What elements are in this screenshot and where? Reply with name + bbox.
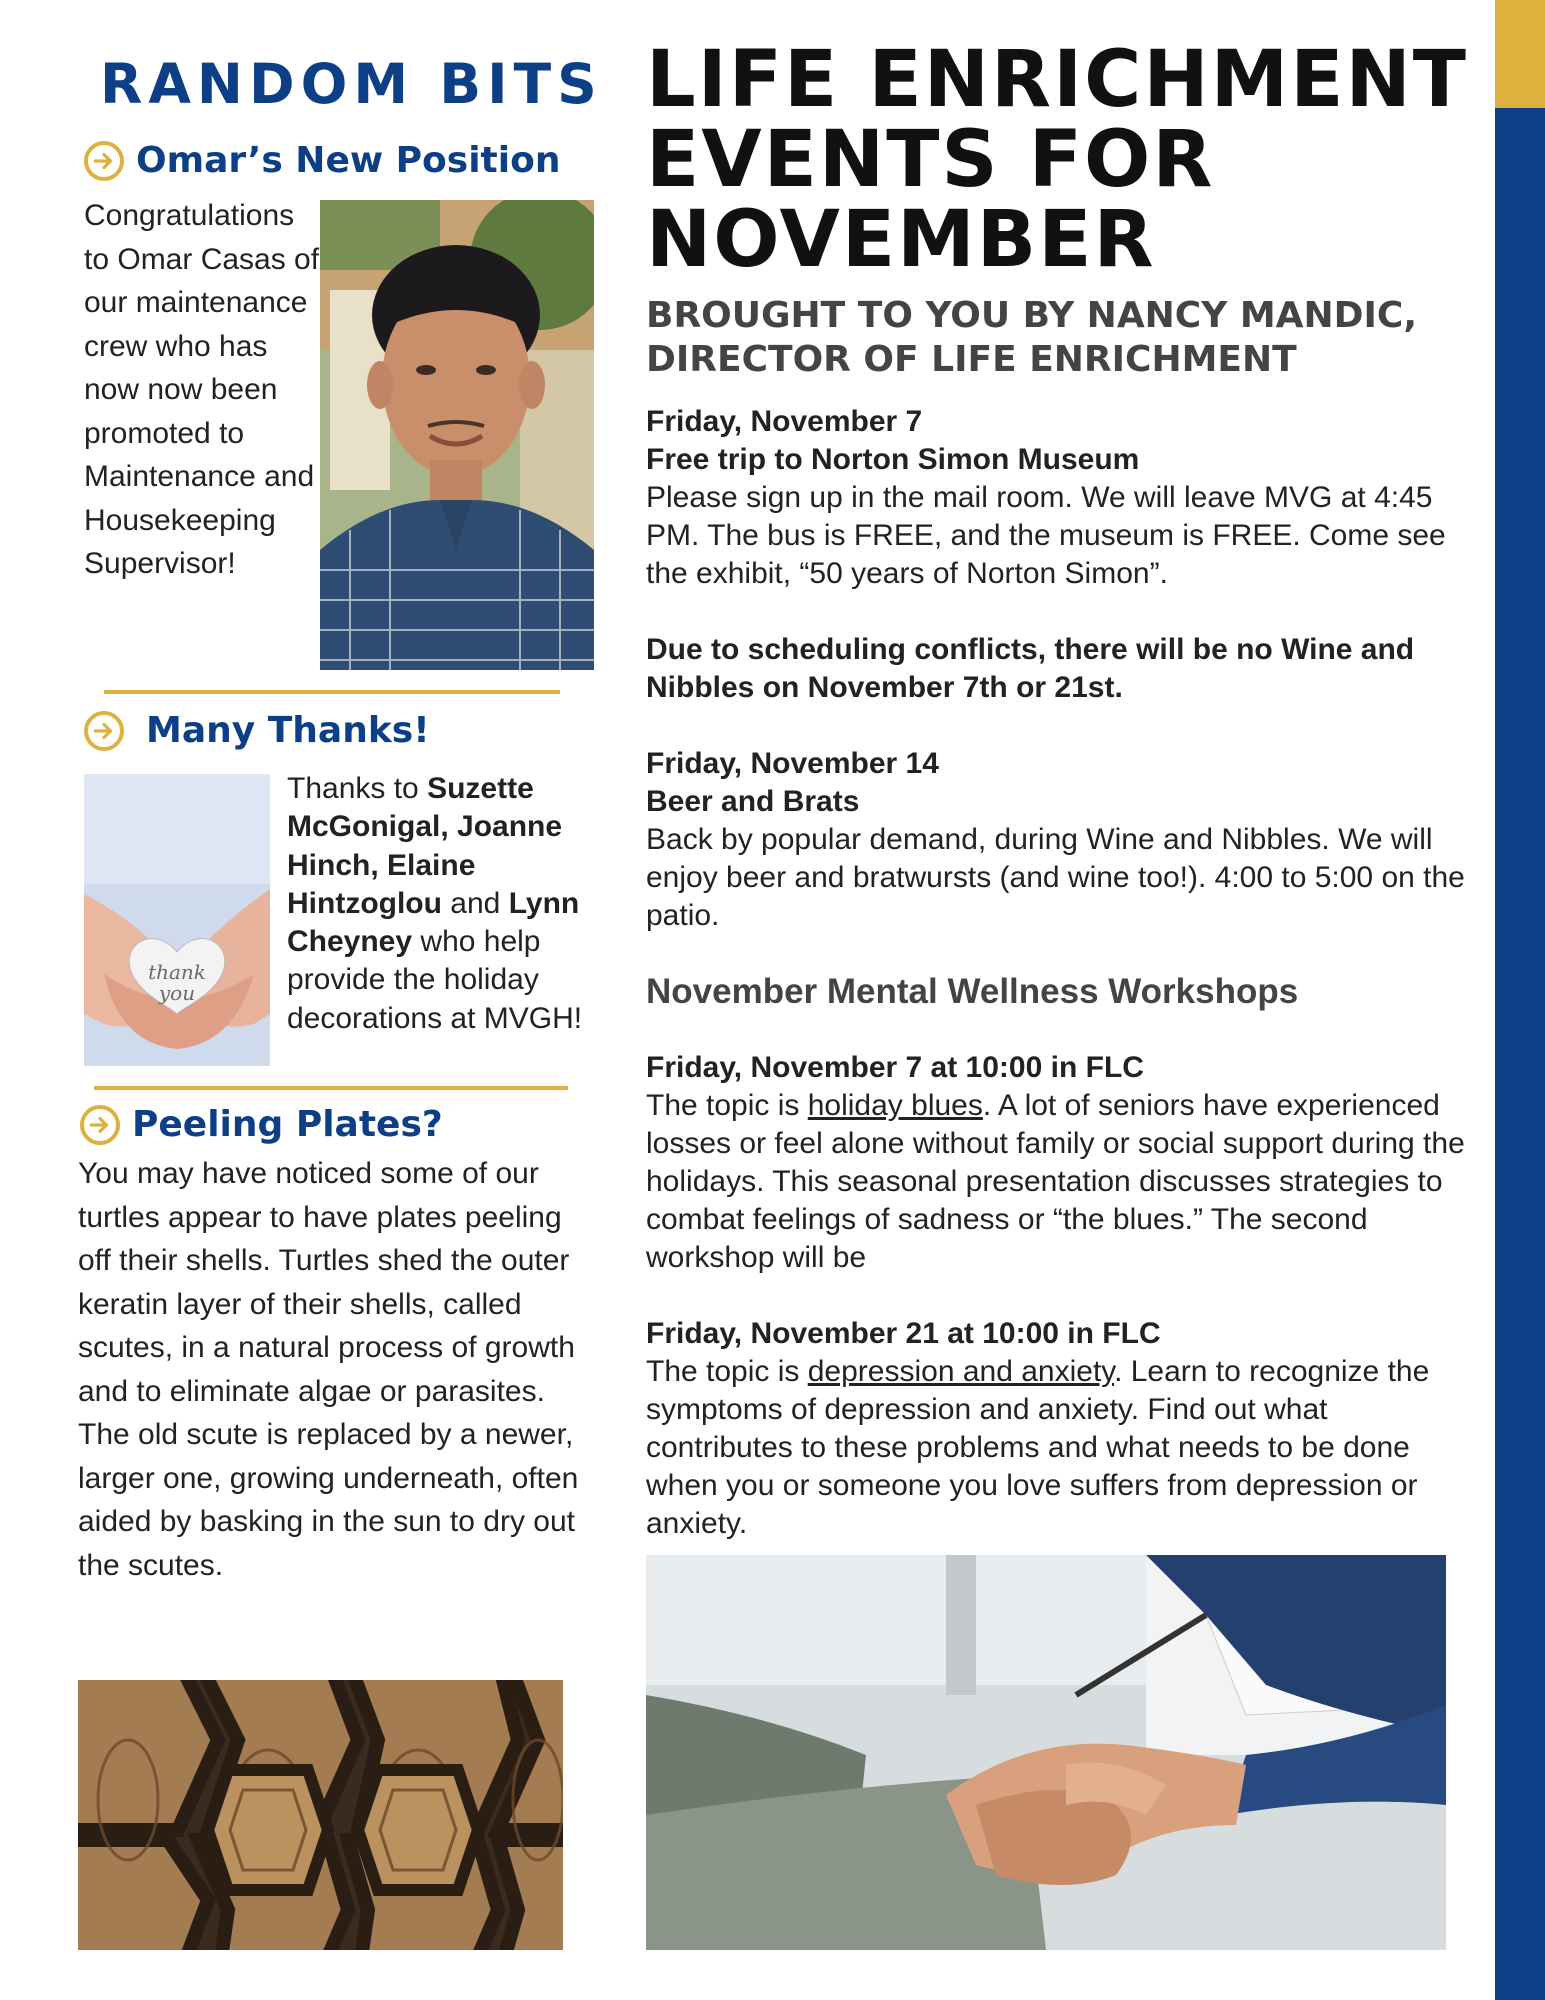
turtle-shell-image bbox=[78, 1680, 563, 1950]
thanks-text-1: Thanks to bbox=[287, 772, 428, 805]
wine-notice: Due to scheduling conflicts, there will be no Wine and Nibbles on November 7th or 21st. bbox=[646, 633, 1415, 704]
event-date: Friday, November 7 bbox=[646, 405, 923, 438]
thanks-heading: Many Thanks! bbox=[146, 710, 430, 751]
side-accent-bar bbox=[1495, 0, 1545, 2000]
plates-section-header bbox=[80, 1104, 443, 1145]
thanks-section-header bbox=[84, 710, 430, 751]
omar-section-header bbox=[84, 140, 560, 181]
events-list bbox=[646, 403, 1476, 1543]
events-subtitle: BROUGHT TO YOU BY NANCY MANDIC, DIRECTOR OF LIFE ENRICHMENT bbox=[646, 295, 1418, 380]
thanks-text-3: who help provide the holiday decorations at MVGH! bbox=[287, 925, 583, 1035]
events-title: LIFE ENRICHMENT EVENTS FOR NOVEMBER bbox=[646, 35, 1468, 285]
card-text-you: you bbox=[158, 981, 196, 1005]
omar-photo bbox=[320, 200, 594, 670]
event-name: Free trip to Norton Simon Museum bbox=[646, 443, 1140, 476]
workshop-pre: The topic is bbox=[646, 1089, 808, 1122]
thank-you-hands-image bbox=[84, 774, 270, 1066]
event-description: Please sign up in the mail room. We will leave MVG at 4:45 PM. The bus is FREE, and the museum is FREE. Come see the exhibit, “50 years of Norton Simon”. bbox=[646, 481, 1446, 590]
workshop-date: Friday, November 21 at 10:00 in FLC bbox=[646, 1317, 1161, 1350]
arrow-circle-icon bbox=[84, 141, 124, 181]
divider bbox=[94, 1086, 568, 1090]
event-description: Back by popular demand, during Wine and Nibbles. We will enjoy beer and bratwursts (and wine too!). 4:00 to 5:00 on the patio. bbox=[646, 823, 1465, 932]
omar-heading: Omar’s New Position bbox=[136, 140, 561, 181]
event-date: Friday, November 14 bbox=[646, 747, 939, 780]
plates-text: You may have noticed some of our turtles appear to have plates peeling off their shells. Turtles shed the outer keratin layer of their shells, called scutes, in a natural process of growth and to eliminate algae or parasites. The old scute is replaced by a newer, larger one, growing underneath, often aided by basking in the sun to dry out the scutes. bbox=[78, 1157, 579, 1582]
workshop-post: . Learn to recognize the symptoms of depression and anxiety. Find out what contributes to these problems and what needs to be done when you or someone you love suffers from depression or anxiety. bbox=[646, 1355, 1430, 1540]
workshop-topic: holiday blues bbox=[807, 1089, 983, 1122]
workshop-post: . A lot of seniors have experienced losses or feel alone without family or social support during the holidays. This seasonal presentation discusses strategies to combat feelings of sadness or “the blues.” The second workshop will be bbox=[646, 1089, 1465, 1274]
arrow-circle-icon bbox=[80, 1105, 120, 1145]
card-text-thank: thank bbox=[148, 960, 206, 984]
thanks-text-2: and bbox=[441, 886, 509, 920]
workshop-topic: depression and anxiety bbox=[807, 1355, 1115, 1388]
workshop-description bbox=[646, 1087, 1476, 1277]
workshop-pre: The topic is bbox=[646, 1355, 808, 1388]
plates-heading: Peeling Plates? bbox=[132, 1104, 443, 1145]
omar-text: Congratulations to Omar Casas of our maintenance crew who has now now been promoted to Maintenance and Housekeeping Supervisor! bbox=[84, 199, 320, 580]
workshop-date: Friday, November 7 at 10:00 in FLC bbox=[646, 1051, 1144, 1084]
thanks-text bbox=[287, 770, 597, 1038]
random-bits-title: RANDOM BITS bbox=[100, 52, 603, 116]
thanks-names-1: Suzette McGonigal, Joanne Hinch, Elaine Hintzoglou bbox=[287, 772, 563, 920]
arrow-circle-icon bbox=[84, 711, 124, 751]
workshops-heading: November Mental Wellness Workshops bbox=[646, 972, 1299, 1011]
side-accent-gold bbox=[1495, 0, 1545, 108]
workshop-description bbox=[646, 1353, 1476, 1543]
holding-hands-image bbox=[646, 1555, 1446, 1950]
thanks-names-2: Lynn Cheyney bbox=[287, 886, 580, 959]
event-name: Beer and Brats bbox=[646, 785, 860, 818]
divider bbox=[104, 690, 560, 694]
